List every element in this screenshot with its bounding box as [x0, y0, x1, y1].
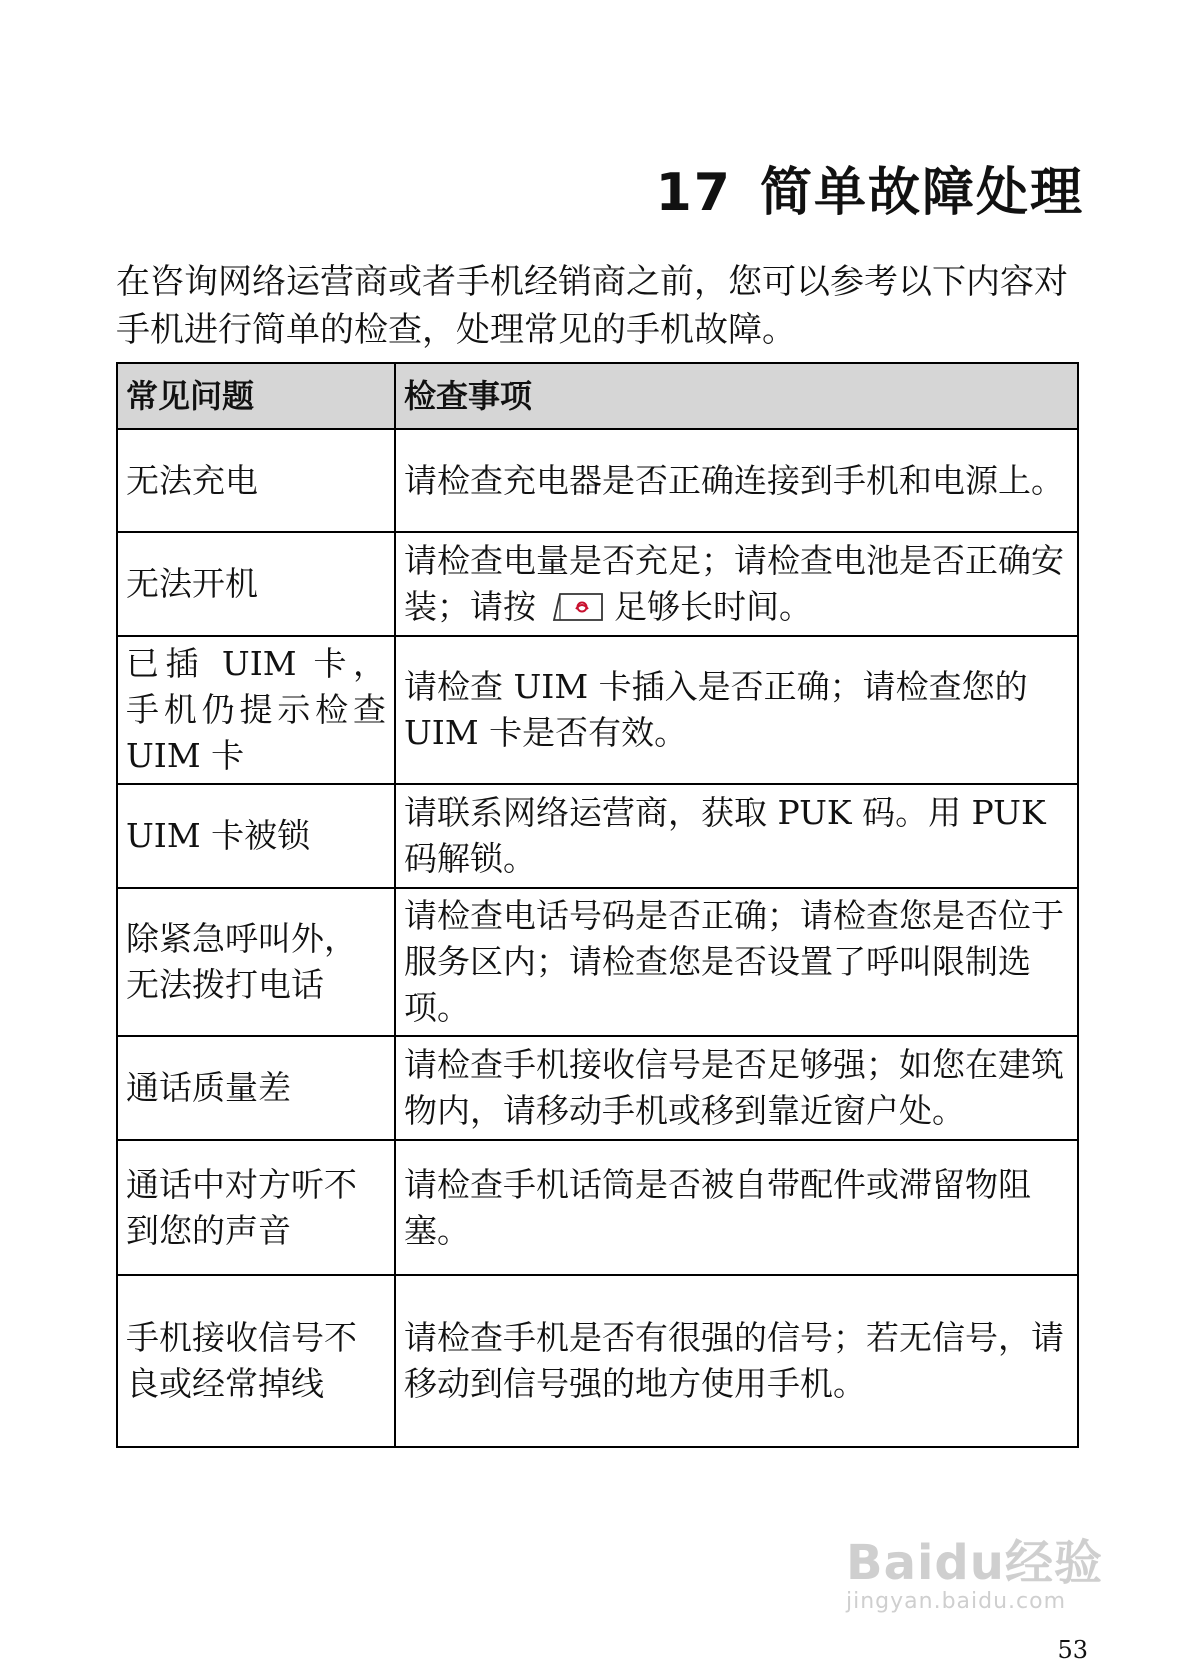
check-cell: 请检查电话号码是否正确；请检查您是否位于服务区内；请检查您是否设置了呼叫限制选项。: [395, 888, 1078, 1036]
table-row: [117, 1275, 1078, 1447]
table-row: [117, 1036, 1078, 1140]
header-problem: 常见问题: [117, 363, 395, 429]
check-cell: 请检查 UIM 卡插入是否正确；请检查您的 UIM 卡是否有效。: [395, 636, 1078, 784]
check-cell: 请联系网络运营商，获取 PUK 码。用 PUK 码解锁。: [395, 784, 1078, 888]
troubleshooting-table: [116, 362, 1079, 1448]
problem-cell: 手机接收信号不良或经常掉线: [117, 1275, 395, 1447]
baidu-watermark: [846, 1524, 1103, 1614]
chapter-number: 17: [655, 163, 732, 223]
header-check: 检查事项: [395, 363, 1078, 429]
table-header-row: [117, 363, 1078, 429]
check-text-after: 足够长时间。: [614, 587, 812, 626]
watermark-url: jingyan.baidu.com: [846, 1589, 1067, 1614]
problem-cell: 通话质量差: [117, 1036, 395, 1140]
problem-cell: 除紧急呼叫外，无法拨打电话: [117, 888, 395, 1036]
check-cell: 请检查手机是否有很强的信号；若无信号，请移动到信号强的地方使用手机。: [395, 1275, 1078, 1447]
table-row: [117, 429, 1078, 532]
problem-cell: 无法开机: [117, 532, 395, 636]
watermark-brand: Baidu经验: [846, 1535, 1103, 1591]
table-row: [117, 1140, 1078, 1275]
problem-cell: 无法充电: [117, 429, 395, 532]
problem-cell: 通话中对方听不到您的声音: [117, 1140, 395, 1275]
page-number: 53: [1057, 1636, 1088, 1664]
check-cell: 请检查手机话筒是否被自带配件或滞留物阻塞。: [395, 1140, 1078, 1275]
table-row: [117, 636, 1078, 784]
end-call-key-icon: [552, 592, 604, 622]
check-cell: 请检查手机接收信号是否足够强；如您在建筑物内，请移动手机或移到靠近窗户处。: [395, 1036, 1078, 1140]
intro-paragraph: 在咨询网络运营商或者手机经销商之前，您可以参考以下内容对手机进行简单的检查，处理常见的手机故障。: [116, 262, 1068, 350]
check-cell: 请检查充电器是否正确连接到手机和电源上。: [395, 429, 1078, 532]
check-cell: [395, 532, 1078, 636]
table-row: [117, 532, 1078, 636]
table-row: [117, 888, 1078, 1036]
problem-cell: UIM 卡被锁: [117, 784, 395, 888]
problem-cell: 已插 UIM 卡，手机仍提示检查 UIM 卡: [117, 636, 395, 784]
chapter-title-text: 简单故障处理: [759, 163, 1084, 223]
check-text-before: 请检查电量是否充足；请检查电池是否正确安装；请按: [404, 541, 1064, 626]
chapter-title: [656, 150, 1084, 225]
table-row: [117, 784, 1078, 888]
